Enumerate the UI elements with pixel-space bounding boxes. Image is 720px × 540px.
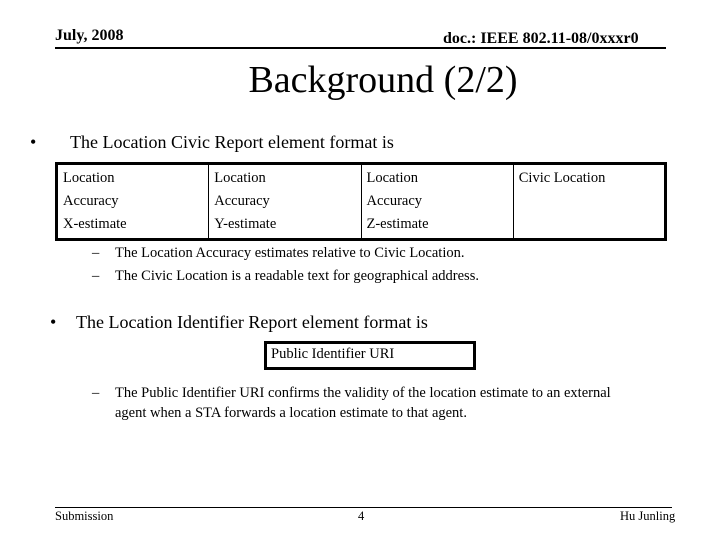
bullet-identifier-report xyxy=(50,312,428,333)
field-civic-location: Civic Location xyxy=(518,170,606,186)
footer-author: Hu Junling xyxy=(620,509,676,523)
bullet-text: The Location Identifier Report element format is xyxy=(76,312,428,332)
footer-submission: Submission xyxy=(55,509,114,523)
footer-page-number: 4 xyxy=(358,509,365,523)
bullet-text: The Location Civic Report element format is xyxy=(70,132,394,152)
field-location-accuracy-x: Location Accuracy X-estimate xyxy=(57,164,209,240)
subbullet-accuracy: – The Location Accuracy estimates relative to Civic Location. xyxy=(92,245,465,261)
subbullet-public-uri: – The Public Identifier URI confirms the validity of the location estimate to an external agent when a STA forwards a location estimate to that agent. xyxy=(92,385,611,421)
footer-rule xyxy=(55,507,672,508)
civic-report-format-table xyxy=(55,162,667,241)
bullet-civic-report xyxy=(30,132,394,153)
bullet-dot: • xyxy=(50,312,57,332)
subbullet-civic-location: – The Civic Location is a readable text for geographical address. xyxy=(92,268,479,284)
header-date: July, 2008 xyxy=(55,27,124,44)
public-identifier-uri-box: Public Identifier URI xyxy=(264,341,476,370)
bullet-dot: • xyxy=(30,132,37,152)
header-rule xyxy=(55,47,666,49)
field-location-accuracy-y: Location Accuracy Y-estimate xyxy=(209,164,361,240)
field-location-accuracy-z: Location Accuracy Z-estimate xyxy=(361,164,513,240)
header-doc-id: doc.: IEEE 802.11-08/0xxxr0 xyxy=(443,30,639,47)
slide-title: Background (2/2) xyxy=(248,59,518,101)
